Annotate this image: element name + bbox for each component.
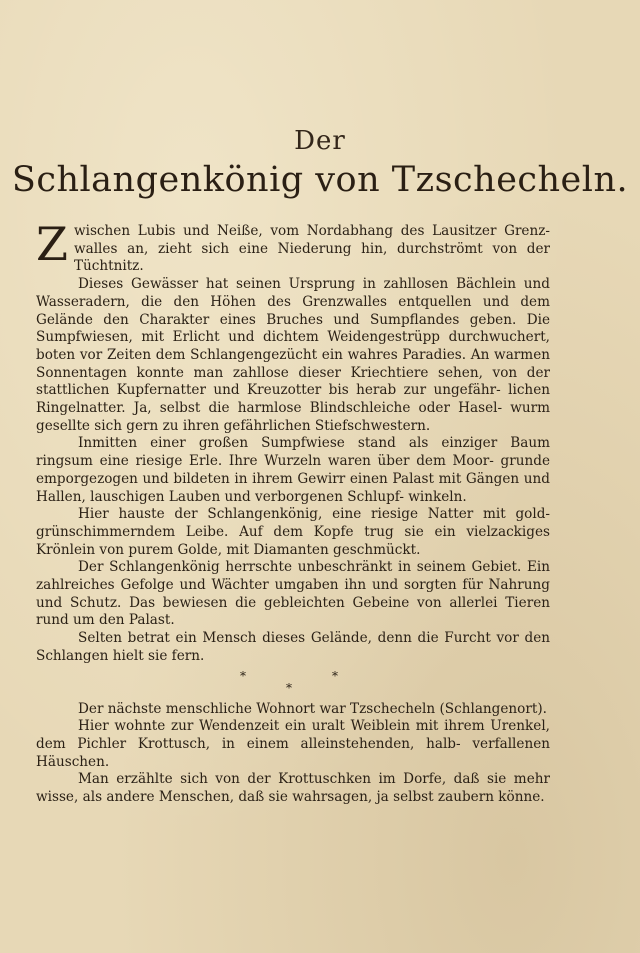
paragraph-9: Man erzählte sich von der Krottuschken im Dorfe, daß sie mehr wisse, als andere Menschen, daß sie wahrsagen, ja selbst zaubern könne.: [36, 771, 550, 806]
paragraph-2: Dieses Gewässer hat seinen Ursprung in zahllosen Bächlein und Wasseradern, die den Höhen des Grenzwalles entquellen und dem Gelände den Charakter eines Bruches und Sumpflandes geben. Die Sumpfwiesen, mit Erlicht und dichtem Weidengestrüpp durchwuchert, boten vor Zeiten dem Schlangengezücht ein wahres Paradies. An warmen Sonnentagen konnte man zahllose dieser Kriechtiere sehen, von der stattlichen Kupfernatter und Kreuzotter bis herab zur ungefähr- lichen Ringelnatter. Ja, selbst die harmlose Blindschleiche oder Hasel- wurm gesellte sich gern zu ihren gefährlichen Stiefschwestern.: [36, 276, 550, 434]
paragraph-8: Hier wohnte zur Wendenzeit ein uralt Weiblein mit ihrem Urenkel, dem Pichler Krottusch, in einem alleinstehenden, halb- verfallenen Häuschen.: [36, 718, 550, 770]
paragraph-7: Der nächste menschliche Wohnort war Tzschecheln (Schlangenort).: [78, 700, 547, 717]
section-separator: [36, 668, 550, 698]
separator-star: *: [286, 680, 292, 695]
paragraph-3: Inmitten einer großen Sumpfwiese stand als einziger Baum ringsum eine riesige Erle. Ihre Wurzeln waren über dem Moor- grunde emporgezogen und bildeten in ihrem Gewirr einen Palast mit Gängen und Hallen, lauschigen Lauben und verborgenen Schlupf- winkeln.: [36, 435, 550, 505]
drop-cap: Z: [36, 217, 68, 271]
title-line-2: Schlangenkönig von Tzschecheln.: [11, 160, 629, 200]
paragraph-5: Der Schlangenkönig herrschte unbeschränkt in seinem Gebiet. Ein zahlreiches Gefolge und Wächter umgaben ihn und sorgten für Nahrung und Schutz. Das bewiesen die gebleichten Gebeine von allerlei Tieren rund um den Palast.: [36, 559, 550, 629]
paragraph-6: Selten betrat ein Mensch dieses Gelände, denn die Furcht vor den Schlangen hielt sie fern.: [36, 630, 550, 664]
paragraph-4: Hier hauste der Schlangenkönig, eine riesige Natter mit gold- grünschimmerndem Leibe. Auf dem Kopfe trug sie ein vielzackiges Krönlein von purem Golde, mit Diamanten geschmückt.: [36, 506, 550, 558]
body-text: [36, 217, 550, 807]
paragraph-1: [36, 217, 550, 276]
separator-star: *: [240, 668, 246, 683]
separator-star: *: [332, 668, 338, 683]
title-line-1: Der: [294, 126, 346, 156]
paragraph-1-text: wischen Lubis und Neiße, vom Nordabhang des Lausitzer Grenz- walles an, zieht sich eine Niederung hin, durchströmt von der Tüchtnitz.: [73, 223, 550, 275]
